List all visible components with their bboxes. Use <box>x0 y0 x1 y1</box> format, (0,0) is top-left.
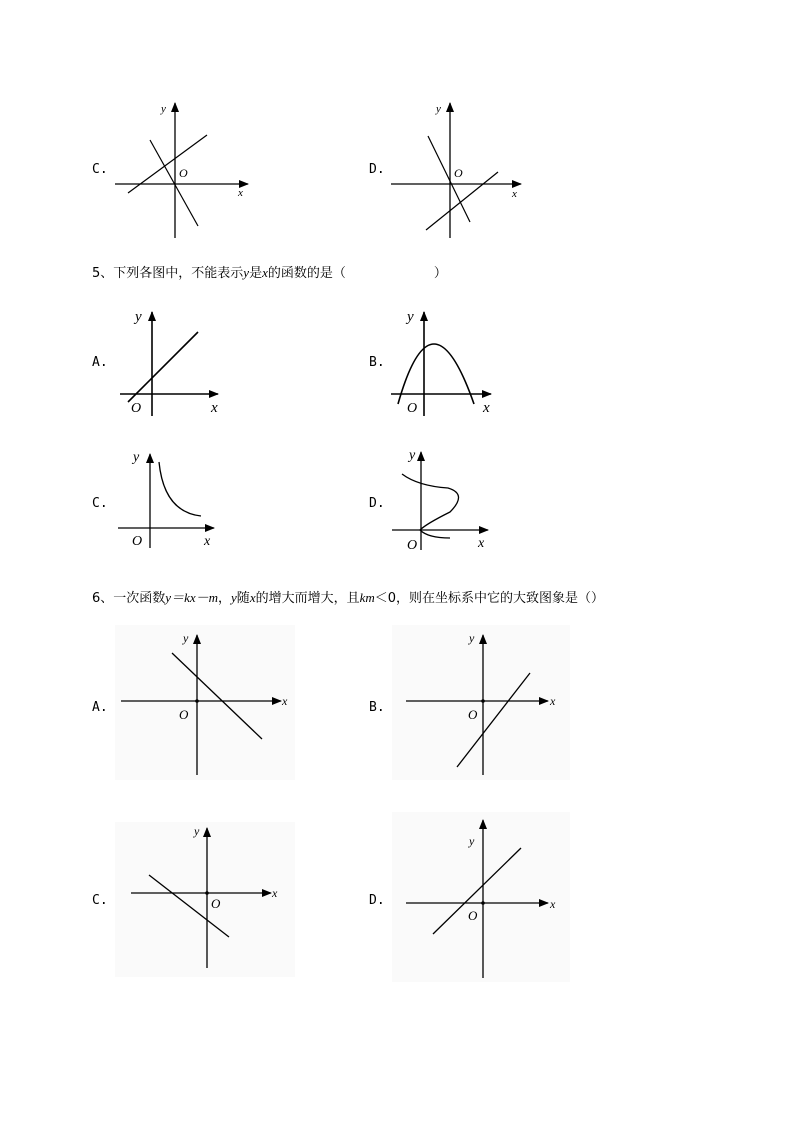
question-number: 5、 <box>92 266 114 281</box>
origin-label: O <box>468 908 478 923</box>
origin-dot <box>481 699 485 703</box>
q6-option-c-graph <box>115 822 295 977</box>
x-axis-label: x <box>272 886 278 900</box>
q6-option-d-label: D. <box>369 893 385 908</box>
parabola-curve <box>398 344 474 404</box>
origin-label: O <box>132 534 143 549</box>
q5-option-b-graph <box>388 302 498 420</box>
origin-label: O <box>407 538 418 553</box>
q5-option-d-graph <box>388 446 498 556</box>
y-axis-label: y <box>133 450 140 465</box>
x-axis-label: x <box>282 694 288 708</box>
hyperbola-curve <box>159 462 201 516</box>
q6-option-b-label: B. <box>369 700 385 715</box>
y-axis-label: y <box>194 824 200 838</box>
origin-label: O <box>131 401 142 416</box>
y-axis-label: y <box>135 309 142 325</box>
q5-option-c-graph <box>110 446 220 551</box>
q5-option-d-label: D. <box>369 496 385 511</box>
origin-label: O <box>179 707 189 722</box>
y-axis-label: y <box>183 631 189 645</box>
q6-option-a-graph <box>115 625 295 780</box>
origin-label: O <box>211 896 221 911</box>
q5-option-a-label: A. <box>92 355 108 370</box>
origin-dot <box>195 699 199 703</box>
line-rising <box>426 172 498 230</box>
question-number: 6、 <box>92 591 114 606</box>
y-axis-label: y <box>161 103 166 115</box>
origin-label: O <box>454 166 463 180</box>
x-axis-label: x <box>550 694 556 708</box>
x-axis-label: x <box>204 534 211 549</box>
q5-option-b-label: B. <box>369 355 385 370</box>
q5-option-a-graph <box>110 302 230 420</box>
q5-option-c-label: C. <box>92 496 108 511</box>
figure-background <box>115 625 295 780</box>
origin-label: O <box>407 401 418 416</box>
q4-option-c-graph <box>110 98 260 240</box>
x-axis-label: x <box>512 188 517 200</box>
x-axis-label: x <box>478 536 485 551</box>
q6-option-d-graph <box>392 812 570 982</box>
q5-question-text: 5、下列各图中，不能表示y是x的函数的是（ ） <box>92 265 447 281</box>
line-falling <box>428 136 470 222</box>
y-axis-label: y <box>469 631 475 645</box>
line-graph <box>128 332 198 402</box>
q6-option-b-graph <box>392 625 570 780</box>
x-axis-label: x <box>211 400 218 416</box>
x-axis-label: x <box>483 400 490 416</box>
y-axis-label: y <box>409 448 416 463</box>
q4-option-c-label: C. <box>92 162 108 177</box>
figure-background <box>392 625 570 780</box>
x-axis-label: x <box>238 187 243 199</box>
q6-question-text: 6、一次函数y＝kx－m，y随x的增大而增大，且km＜0，则在坐标系中它的大致图象是（） <box>92 590 605 606</box>
origin-label: O <box>468 707 478 722</box>
y-axis-label: y <box>407 309 414 325</box>
q4-option-d-graph <box>388 98 528 240</box>
origin-label: O <box>179 166 188 180</box>
q6-option-a-label: A. <box>92 700 108 715</box>
figure-background <box>392 812 570 982</box>
origin-dot <box>481 901 485 905</box>
line-falling <box>150 140 198 226</box>
origin-dot <box>205 891 209 895</box>
y-axis-label: y <box>436 103 441 115</box>
figure-background <box>115 822 295 977</box>
s-curve <box>402 474 459 538</box>
y-axis-label: y <box>469 834 475 848</box>
x-axis-label: x <box>550 897 556 911</box>
q4-option-d-label: D. <box>369 162 385 177</box>
q6-option-c-label: C. <box>92 893 108 908</box>
